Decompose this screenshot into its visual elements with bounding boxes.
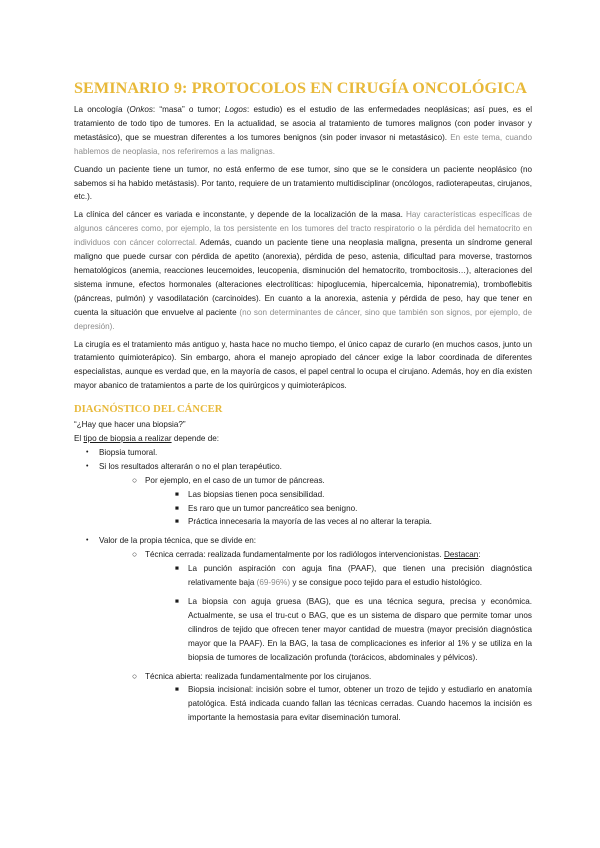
- list-item: [163, 488, 532, 502]
- intro-paragraph-2: Cuando un paciente tiene un tumor, no está enfermo de ese tumor, sino que se le considera un paciente neoplásico (no sabemos si ha habido metástasis). Por tanto, requiere de un tratamiento multidisciplinar (oncólogos, radioterapeutas, cirujanos, etc.).: [74, 164, 532, 202]
- list-item-text: La biopsia con aguja gruesa (BAG), que es una técnica segura, precisa y económica. Actualmente, se usa el tru-cut o BAG, que es un sistema de disparo que permite tomar unos cilindros de tejido que ofrecen tener mayor cantidad de muestra (mayor precisión diagnóstica mayor que la PAAF). En la BAG, la tasa de complicaciones es inferior al 1% y se utiliza en la biopsia de tumores de localización profunda (torácicos, abdominales y pélvicos).: [188, 597, 532, 662]
- square-bullet-icon: ■: [175, 598, 179, 605]
- gray-note: Hay características específicas de algunos cánceres como, por ejemplo, la tos persistente en los tumores del tracto respiratorio o la pérdida del hematocrito en individuos con cáncer colorrectal.: [74, 210, 532, 248]
- list-item: [120, 670, 532, 726]
- bullet-icon: •: [86, 537, 89, 545]
- sublist: [163, 562, 532, 664]
- circle-bullet-icon: ○: [132, 474, 138, 485]
- text-run: Técnica cerrada: realizada fundamentalmente por los radiólogos intervencionistas.: [145, 550, 444, 560]
- list-item-text: Práctica innecesaria la mayoría de las veces al no alterar la terapia.: [188, 517, 432, 527]
- text-run: :: [478, 550, 481, 560]
- text-run: : “masa” o tumor;: [152, 105, 225, 114]
- intro-paragraph-1: [74, 103, 532, 159]
- gray-note: En este tema, cuando hablemos de neoplasia, nos referiremos a las malignas.: [74, 132, 532, 156]
- underlined-text: Destacan: [443, 550, 479, 560]
- text-run: La oncología (: [74, 105, 130, 114]
- text-run: depende de:: [171, 434, 220, 444]
- list-item: [163, 683, 532, 725]
- list-item: [163, 515, 532, 529]
- document-title: SEMINARIO 9: PROTOCOLOS EN CIRUGÍA ONCOLÓGICA: [74, 79, 528, 97]
- list-item: [74, 534, 532, 725]
- square-bullet-icon: ■: [175, 518, 179, 526]
- text-run-italic: Onkos: [129, 105, 153, 114]
- text-run: La clínica del cáncer es variada e inconstante, y depende de la localización de la masa.: [74, 210, 406, 220]
- gray-note: (no son determinantes de cáncer, sino que también son signos, por ejemplo, de depresión).: [74, 307, 532, 331]
- list-item: [163, 502, 532, 516]
- list-item-text: Biopsia incisional: incisión sobre el tumor, obtener un trozo de tejido y estudiarlo en anatomía patológica. Está indicada cuando fallan las técnicas cerradas. Cuando hacemos la incisión es importante la hemostasia para evitar diseminación tumoral.: [188, 685, 532, 723]
- square-bullet-icon: ■: [175, 490, 179, 498]
- sublist: [120, 548, 532, 725]
- bullet-icon: •: [86, 462, 89, 470]
- text-run: La punción aspiración con aguja fina (PAAF), que tienen una precisión diagnóstica relativamente baja: [188, 564, 532, 588]
- list-item: [74, 446, 532, 460]
- sublist: [163, 683, 532, 725]
- list-item-text: Técnica abierta: realizada fundamentalmente por los cirujanos.: [145, 671, 372, 681]
- list-item-text: Biopsia tumoral.: [99, 447, 158, 457]
- list-item-text: Las biopsias tienen poca sensibilidad.: [188, 489, 325, 499]
- intro-paragraph-3: [74, 208, 532, 333]
- list-item-text: Si los resultados alterarán o no el plan terapéutico.: [99, 461, 282, 471]
- sublist: [163, 488, 532, 530]
- biopsy-type-line: [74, 432, 532, 446]
- list-item: [163, 595, 532, 665]
- circle-bullet-icon: ○: [132, 549, 138, 560]
- text-run: y se consigue poco tejido para el estudio histológico.: [290, 578, 483, 588]
- list-item: [163, 562, 532, 590]
- list-item: [120, 548, 532, 664]
- list-item-text: Valor de la propia técnica, que se divide en:: [99, 536, 257, 546]
- circle-bullet-icon: ○: [132, 670, 138, 681]
- list-item-text: Por ejemplo, en el caso de un tumor de páncreas.: [145, 475, 325, 485]
- square-bullet-icon: ■: [175, 504, 179, 512]
- criteria-list: [74, 446, 532, 725]
- underlined-text: tipo de biopsia a realizar: [83, 434, 172, 444]
- section-heading: DIAGNÓSTICO DEL CÁNCER: [74, 404, 223, 416]
- list-item: [120, 474, 532, 530]
- list-item: [74, 460, 532, 530]
- text-run: : estudio) es el estudio de las enfermedades neoplásicas; así pues, es el tratamiento de todo tipo de tumores. En la actualidad, se asocia al tratamiento de tumores malignos (con poder invasor y metastásico), que se muestran diferentes a los tumores benignos (sin poder invasor ni metastásico).: [74, 105, 533, 142]
- intro-paragraph-4: La cirugía es el tratamiento más antiguo y, hasta hace no mucho tiempo, el único capaz de curarlo (en muchos casos, junto un tratamiento quimioterápico). Sin embargo, ahora el manejo apropiado del cáncer exige la labor coordinada de diferentes especialistas, aunque es verdad que, en la mayoría de casos, el papel central lo ocupa el cirujano. Además, hoy en día existen mayor abanico de tratamientos a parte de los quirúrgicos y quimioterápicos.: [74, 339, 532, 391]
- text-run: Además, cuando un paciente tiene una neoplasia maligna, presenta un síndrome general maligno que puede cursar con pérdida de apetito (anorexia), pérdida de peso, astenia, dificultad para moverse, trastornos hematológicos (anemia, reacciones leucemoides, leucopenia, disminución del hematocrito, trombocitosis…), alteraciones del sistema inmune, efectos hormonales (alteraciones electrolíticas: hipoglucemia, hipercalcemia, hiponatremia), tromboflebitis (páncreas, pulmón) y vasodilatación (carcinoides). En cuanto a la anorexia, astenia y pérdida de peso, hay que tener en cuenta la situación que envuelve al paciente: [74, 238, 532, 317]
- gray-note: (69-96%): [256, 578, 291, 588]
- text-run: El: [74, 434, 84, 444]
- bullet-icon: •: [86, 448, 89, 456]
- sublist: [120, 474, 532, 530]
- list-item-text: Es raro que un tumor pancreático sea benigno.: [188, 503, 358, 513]
- square-bullet-icon: ■: [175, 686, 179, 694]
- square-bullet-icon: ■: [175, 565, 179, 573]
- section-question: “¿Hay que hacer una biopsia?”: [74, 420, 186, 430]
- text-run-italic: Logos: [224, 105, 247, 114]
